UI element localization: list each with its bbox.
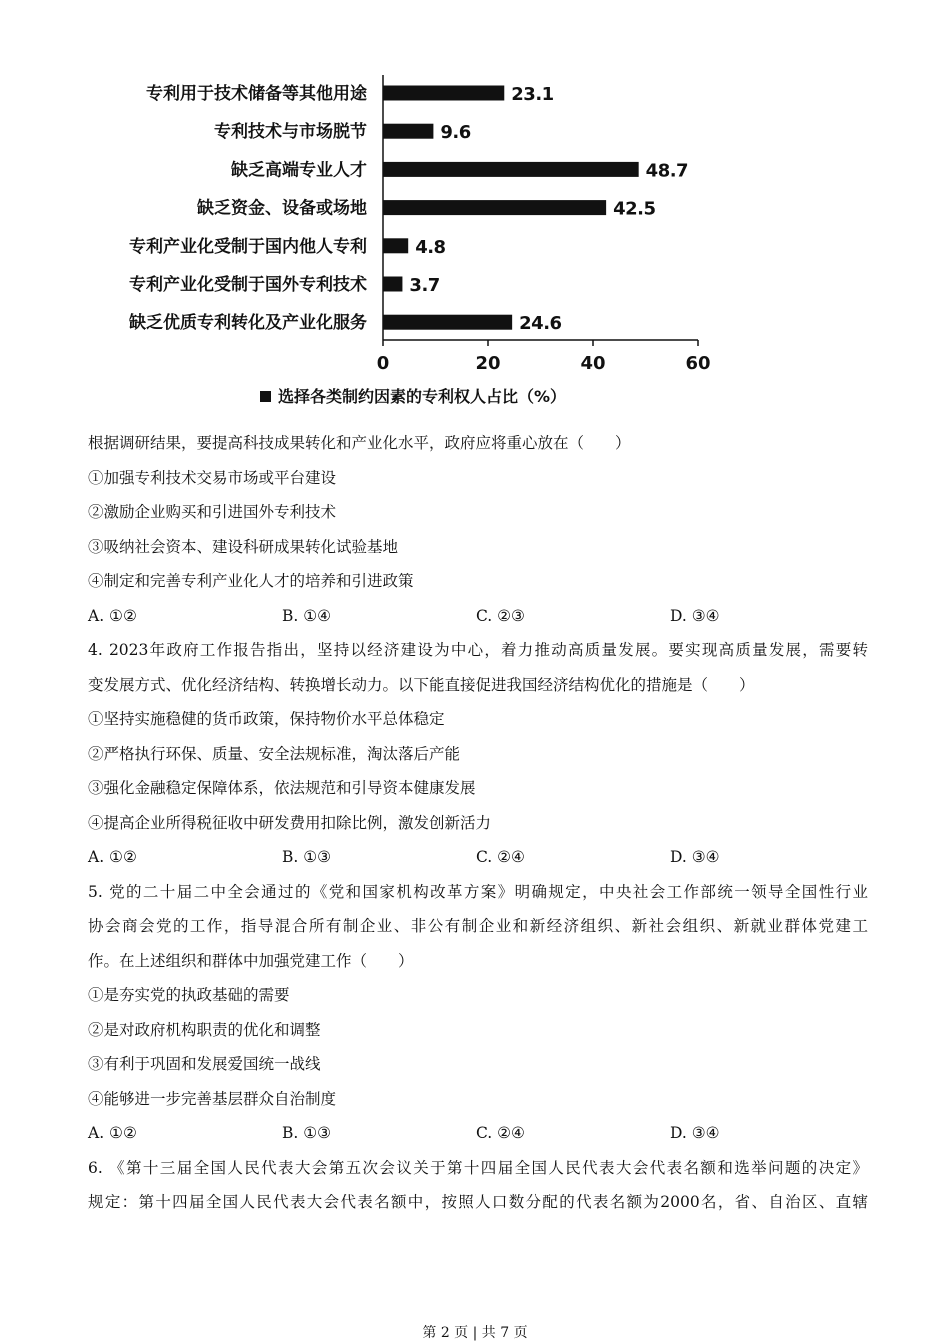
q3-item-2: ②激励企业购买和引进国外专利技术 [88, 503, 337, 521]
legend-text: 选择各类制约因素的专利权人占比（%） [278, 387, 567, 406]
bar-value-label: 23.1 [511, 84, 554, 105]
q6-stem-line-1: 6. 《第十三届全国人民代表大会第五次会议关于第十四届全国人民代表大会代表名额和选举问题的决定》 [88, 1158, 868, 1177]
q4-option-d: D. ③④ [670, 848, 720, 866]
q5-option-c: C. ②④ [476, 1124, 525, 1142]
x-tick-label: 20 [475, 353, 501, 374]
q3-option-d: D. ③④ [670, 606, 720, 625]
bar [383, 124, 433, 139]
bar-chart [0, 0, 950, 420]
category-label: 专利技术与市场脱节 [214, 122, 367, 143]
q5-option-a: A. ①② [88, 1124, 137, 1142]
bar [383, 315, 512, 330]
q5-item-4: ④能够进一步完善基层群众自治制度 [88, 1089, 337, 1108]
q4-item-3: ③强化金融稳定保障体系，依法规范和引导资本健康发展 [88, 779, 476, 797]
category-label: 专利用于技术储备等其他用途 [146, 84, 367, 104]
q3-stem: 根据调研结果，要提高科技成果转化和产业化水平，政府应将重心放在（ ） [88, 434, 631, 452]
category-label: 专利产业化受制于国外专利技术 [129, 275, 367, 295]
q5-options [88, 1116, 868, 1151]
q3-option-c: C. ②③ [476, 606, 525, 625]
q4-options [88, 840, 868, 875]
q3-option-b: B. ①④ [282, 606, 332, 625]
q5-option-b: B. ①③ [282, 1124, 332, 1142]
category-label: 专利产业化受制于国内他人专利 [129, 236, 367, 257]
q3-item-1: ①加强专利技术交易市场或平台建设 [88, 468, 337, 487]
q4-option-a: A. ①② [88, 848, 137, 866]
bar-value-label: 48.7 [645, 160, 689, 182]
category-label: 缺乏优质专利转化及产业化服务 [129, 313, 367, 334]
category-label: 缺乏资金、设备或场地 [197, 198, 367, 219]
q5-stem-line-2: 协会商会党的工作，指导混合所有制企业、非公有制企业和新经济组织、新社会组织、新就业群体党建工 [88, 917, 868, 935]
bar [383, 200, 606, 215]
x-tick-label: 0 [376, 353, 390, 374]
q4-item-2: ②严格执行环保、质量、安全法规标准，淘汰落后产能 [88, 744, 461, 763]
category-label: 缺乏高端专业人才 [231, 160, 367, 181]
q4-item-1: ①坚持实施稳健的货币政策，保持物价水平总体稳定 [88, 710, 445, 728]
x-tick-label: 60 [685, 353, 711, 374]
q4-item-4: ④提高企业所得税征收中研发费用扣除比例，激发创新活力 [88, 813, 492, 832]
q5-item-3: ③有利于巩固和发展爱国统一战线 [88, 1055, 321, 1073]
q4-stem-line-1: 4. 2023年政府工作报告指出，坚持以经济建设为中心，着力推动高质量发展。要实现高质量发展，需要转 [88, 641, 868, 659]
legend-swatch [260, 391, 271, 402]
q3-option-a: A. ①② [88, 606, 137, 625]
q3-options [88, 599, 868, 634]
q5-stem-line-1: 5. 党的二十届二中全会通过的《党和国家机构改革方案》明确规定，中央社会工作部统一领导全国性行业 [88, 882, 868, 901]
q4-stem-line-2: 变发展方式、优化经济结构、转换增长动力。以下能直接促进我国经济结构优化的措施是（ ） [88, 675, 755, 694]
bar-value-label: 4.8 [415, 236, 446, 258]
question-text [88, 426, 868, 1220]
bar-value-label: 3.7 [409, 275, 440, 296]
page-footer: 第 2 页 | 共 7 页 [422, 1325, 528, 1341]
q4-option-b: B. ①③ [282, 848, 332, 866]
q3-item-3: ③吸纳社会资本、建设科研成果转化试验基地 [88, 537, 399, 556]
x-tick-label: 40 [580, 353, 606, 374]
q6-stem-line-2: 规定：第十四届全国人民代表大会代表名额中，按照人口数分配的代表名额为2000名，省、自治区、直辖 [88, 1193, 868, 1211]
q5-item-2: ②是对政府机构职责的优化和调整 [88, 1020, 321, 1039]
q5-stem-line-3: 作。在上述组织和群体中加强党建工作（ ） [88, 951, 414, 970]
q5-item-1: ①是夯实党的执政基础的需要 [88, 986, 290, 1004]
q4-option-c: C. ②④ [476, 848, 525, 866]
bar-value-label: 9.6 [440, 122, 471, 144]
bar [383, 277, 402, 292]
bar-value-label: 42.5 [613, 198, 656, 220]
q3-item-4: ④制定和完善专利产业化人才的培养和引进政策 [88, 572, 414, 590]
bar [383, 86, 504, 101]
bar [383, 238, 408, 253]
bar-value-label: 24.6 [519, 313, 562, 335]
bar [383, 162, 639, 177]
q5-option-d: D. ③④ [670, 1124, 720, 1142]
